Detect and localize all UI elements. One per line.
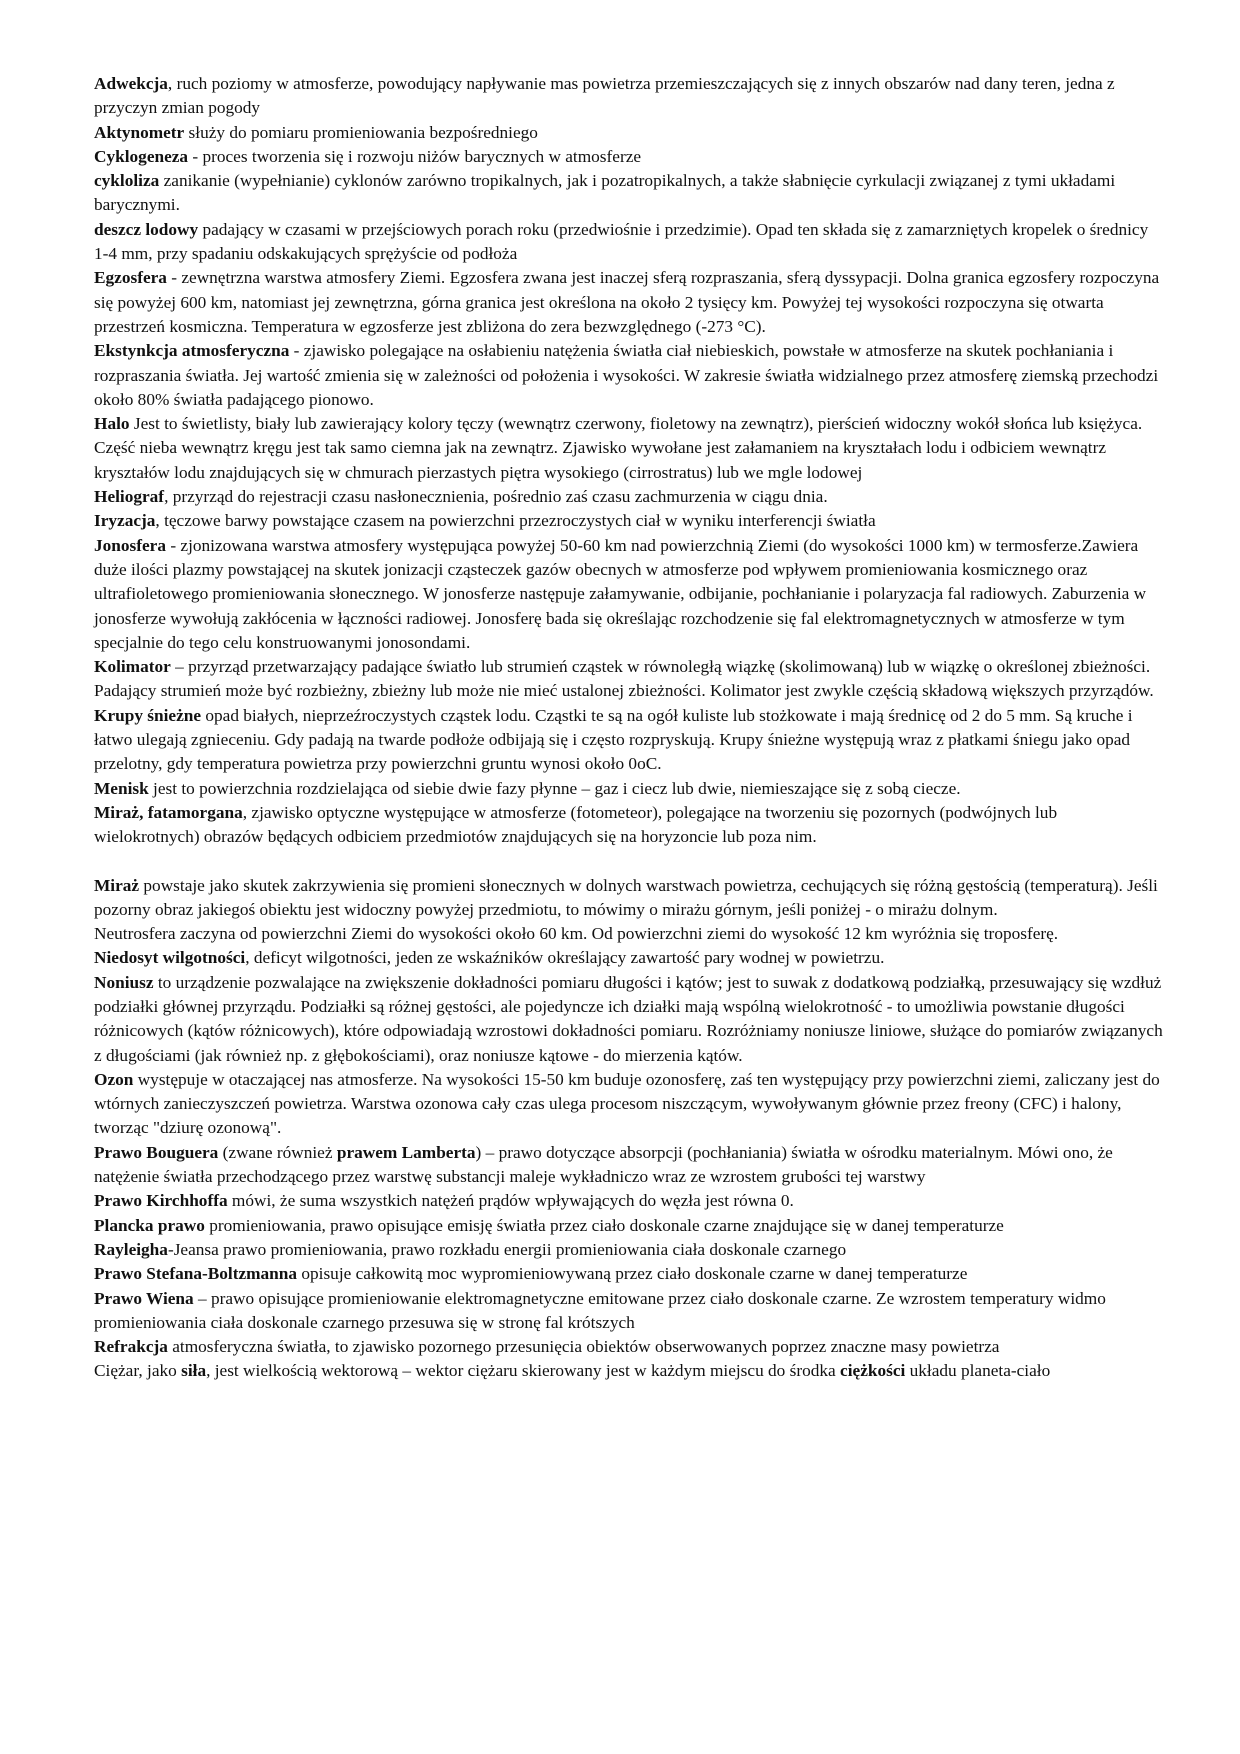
term-tertiary: ciężkości: [840, 1361, 906, 1381]
definition: , tęczowe barwy powstające czasem na powierzchni przezroczystych ciał w wyniku interferencji światła: [155, 511, 876, 531]
definition: atmosferyczna światła, to zjawisko pozornego przesunięcia obiektów obserwowanych poprzez znaczne masy powietrza: [167, 1337, 1000, 1357]
term: Miraż, fatamorgana: [94, 802, 243, 822]
definition: opad białych, nieprzeźroczystych cząstek lodu. Cząstki te są na ogół kuliste lub stożkowate i mają średnicę od 2 do 5 mm. Są kruche i łatwo ulegają zgnieceniu. Gdy padają na twarde podłoże odbijają się i często rozpryskują. Krupy śnieżne występują wraz z płatkami śniegu jako opad przelotny, gdy temperatura powietrza przy powierzchni gruntu wynosi około 0oC.: [94, 705, 1133, 774]
entry-prawo-bouguera: [94, 1141, 1166, 1190]
entry-prawo-plancka: [94, 1214, 1166, 1238]
definition: , przyrząd do rejestracji czasu nasłonecznienia, pośrednio zaś czasu zachmurzenia w ciągu dnia.: [164, 487, 828, 507]
definition: opisuje całkowitą moc wypromieniowywaną przez ciało doskonale czarne w danej temperaturze: [297, 1264, 968, 1284]
term: deszcz lodowy: [94, 219, 199, 239]
entry-jonosfera: [94, 534, 1166, 655]
term: cykloliza: [94, 171, 160, 191]
term: Kolimator: [94, 657, 171, 677]
term: Halo: [94, 414, 130, 434]
term-secondary: prawem Lamberta: [336, 1142, 476, 1162]
term: Adwekcja: [94, 74, 168, 93]
entry-cyklogeneza: [94, 145, 1166, 169]
definition: , deficyt wilgotności, jeden ze wskaźników określający zawartość pary wodnej w powietrzu.: [245, 948, 885, 968]
term: Egzosfera: [94, 268, 167, 288]
entry-miraz: [94, 874, 1166, 923]
term: Plancka prawo: [94, 1215, 205, 1235]
entry-aktynometr: [94, 121, 1166, 145]
definition: (zwane również: [218, 1142, 337, 1162]
entry-prawo-wiena: [94, 1287, 1166, 1336]
definition: , zjawisko optyczne występujące w atmosferze (fotometeor), polegające na tworzeniu się pozornych (podwójnych lub wielokrotnych) obrazów będących odbiciem przedmiotów znajdujących się na horyzoncie lub poza nim.: [94, 802, 1058, 847]
definition: Ciężar, jako: [94, 1361, 182, 1381]
definition: padający w czasami w przejściowych porach roku (przedwiośnie i przedzimie). Opad ten składa się z zamarzniętych kropelek o średnicy 1-4 mm, przy spadaniu odskakujących sprężyście od podłoża: [94, 219, 1149, 264]
entry-niedosyt-wilgotnosci: [94, 946, 1166, 970]
term: Prawo Bouguera: [94, 1142, 219, 1162]
term: Heliograf: [94, 487, 165, 507]
entry-stefana-boltzmanna: [94, 1262, 1166, 1286]
entry-egzosfera: [94, 266, 1166, 339]
definition: , ruch poziomy w atmosferze, powodujący napływanie mas powietrza przemieszczających się z innych obszarów nad dany teren, jedna z przyczyn zmian pogody: [94, 74, 1115, 118]
paragraph-gap: [94, 850, 1166, 874]
definition: – prawo opisujące promieniowanie elektromagnetyczne emitowane przez ciało doskonale czarne. Ze wzrostem temperatury widmo promieniowania ciała doskonale czarnego przesuwa się w stronę fal krótszych: [94, 1288, 1106, 1332]
definition-end: układu planeta-ciało: [905, 1361, 1051, 1381]
entry-heliograf: [94, 485, 1166, 509]
entry-ciezar: [94, 1359, 1166, 1383]
term: Aktynometr: [94, 122, 185, 142]
definition: służy do pomiaru promieniowania bezpośredniego: [184, 122, 538, 142]
term: Miraż: [94, 875, 140, 895]
term: Ekstynkcja atmosferyczna: [94, 341, 290, 361]
term: Rayleigha: [94, 1239, 168, 1259]
definition-continued: , jest wielkością wektorową – wektor ciężaru skierowany jest w każdym miejscu do środka: [206, 1361, 841, 1381]
definition: zanikanie (wypełnianie) cyklonów zarówno tropikalnych, jak i pozatropikalnych, a także słabnięcie cyrkulacji związanej z tymi układami barycznymi.: [94, 171, 1116, 215]
entry-deszcz-lodowy: [94, 218, 1166, 267]
definition: promieniowania, prawo opisujące emisję światła przez ciało doskonale czarne znajdujące się w danej temperaturze: [204, 1215, 1004, 1235]
term: Niedosyt wilgotności: [94, 948, 246, 968]
entry-miraz-fatamorgana: [94, 801, 1166, 850]
term-secondary: siła: [181, 1361, 207, 1381]
definition: powstaje jako skutek zakrzywienia się promieni słonecznych w dolnych warstwach powietrza, cechujących się różną gęstością (temperaturą). Jeśli pozorny obraz jakiegoś obiektu jest widoczny powyżej przedmiotu, to mówimy o mirażu górnym, jeśli poniżej - o mirażu dolnym.: [94, 875, 1158, 919]
definition: - zjawisko polegające na osłabieniu natężenia światła ciał niebieskich, powstałe w atmosferze na skutek pochłaniania i rozpraszania światła. Jej wartość zmienia się w zależności od położenia i wysokości. W zakresie światła widzialnego przez atmosferę ziemską przechodzi około 80% światła padającego pionowo.: [94, 341, 1159, 409]
definition: -Jeansa prawo promieniowania, prawo rozkładu energii promieniowania ciała doskonale czarnego: [167, 1239, 847, 1259]
entry-cykloliza: [94, 169, 1166, 218]
term: Menisk: [94, 778, 149, 798]
entry-adwekcja: [94, 72, 1166, 121]
definition: jest to powierzchnia rozdzielająca od siebie dwie fazy płynne – gaz i ciecz lub dwie, niemieszające się z sobą ciecze.: [148, 778, 961, 798]
definition: Jest to świetlisty, biały lub zawierający kolory tęczy (wewnątrz czerwony, fioletowy na zewnątrz), pierścień widoczny wokół słońca lub księżyca. Część nieba wewnątrz kręgu jest tak samo ciemna jak na zewnątrz. Zjawisko wywołane jest załamaniem na kryształach lodu i odbiciem wewnątrz kryształów lodu znajdujących się w chmurach pierzastych piętra wysokiego (cirrostratus) lub we mgle lodowej: [94, 414, 1143, 482]
entry-krupy-sniezne: [94, 704, 1166, 777]
entry-menisk: [94, 777, 1166, 801]
term: Noniusz: [94, 972, 154, 992]
term: Prawo Kirchhoffa: [94, 1191, 228, 1211]
term: Prawo Stefana-Boltzmanna: [94, 1264, 298, 1284]
document-page: [94, 72, 1166, 1384]
definition: to urządzenie pozwalające na zwiększenie dokładności pomiaru długości i kątów; jest to suwak z dodatkową podziałką, przesuwający się wzdłuż podziałki głównej przyrządu. Podziałki są różnej gęstości, ale pojedyncze ich działki mają wspólną wielokrotność - to umożliwia powstanie długości różnicowych (kątów różnicowych), które odpowiadają wzrostowi dokładności pomiaru. Rozróżniamy noniusze liniowe, służące do pomiarów związanych z długościami (jak również np. z głębokościami), oraz noniusze kątowe - do mierzenia kątów.: [94, 972, 1163, 1065]
definition: - zewnętrzna warstwa atmosfery Ziemi. Egzosfera zwana jest inaczej sferą rozpraszania, sferą dyssypacji. Dolna granica egzosfery rozpoczyna się powyżej 600 km, natomiast jej zewnętrzna, górna granica jest określona na około 2 tysięcy km. Powyżej tej wysokości rozpoczyna się otwarta przestrzeń kosmiczna. Temperatura w egzosferze jest zbliżona do zera bezwzględnego (-273 °C).: [94, 268, 1160, 336]
entry-rayleigha-jeansa: [94, 1238, 1166, 1262]
definition: występuje w otaczającej nas atmosferze. Na wysokości 15-50 km buduje ozonosferę, zaś ten występujący przy powierzchni ziemi, zaliczany jest do wtórnych zanieczyszczeń powietrza. Warstwa ozonowa cały czas ulega procesom niszczącym, wywoływanym głównie przez freony (CFC) i halony, tworząc "dziurę ozonową".: [94, 1069, 1160, 1138]
definition: - zjonizowana warstwa atmosfery występująca powyżej 50-60 km nad powierzchnią Ziemi (do wysokości 1000 km) w termosferze.Zawiera duże ilości plazmy powstającej na skutek jonizacji cząsteczek gazów obecnych w atmosferze pod wpływem promieniowania kosmicznego oraz ultrafioletowego promieniowania słonecznego. W jonosferze następuje załamywanie, odbijanie, pochłanianie i polaryzacja fal radiowych. Zaburzenia w jonosferze wywołują zakłócenia w łączności radiowej. Jonosferę bada się określając rozchodzenie się fal elektromagnetycznych w atmosferze w tym specjalnie do tego celu konstruowanymi jonosondami.: [94, 535, 1147, 652]
definition: Neutrosfera zaczyna od powierzchni Ziemi do wysokości około 60 km. Od powierzchni ziemi do wysokość 12 km wyróżnia się troposferę.: [94, 924, 1059, 944]
definition: – przyrząd przetwarzający padające światło lub strumień cząstek w równoległą wiązkę (skolimowaną) lub w wiązkę o określonej zbieżności. Padający strumień może być rozbieżny, zbieżny lub może nie mieć ustalonej zbieżności. Kolimator jest zwykle częścią składową większych przyrządów.: [94, 657, 1154, 701]
definition-continued: ) – prawo dotyczące absorpcji (pochłaniania) światła w ośrodku materialnym. Mówi ono, że natężenie światła przechodzącego przez warstwę substancji maleje wykładniczo wraz ze wzrostem grubości tej warstwy: [94, 1142, 1113, 1187]
term: Iryzacja: [94, 511, 156, 531]
entry-prawo-kirchhoffa: [94, 1189, 1166, 1213]
term: Jonosfera: [94, 535, 166, 555]
entry-refrakcja: [94, 1335, 1166, 1359]
entry-iryzacja: [94, 509, 1166, 533]
term: Refrakcja: [94, 1337, 168, 1357]
entry-ozon: [94, 1068, 1166, 1141]
term: Cyklogeneza: [94, 146, 189, 166]
term: Krupy śnieżne: [94, 705, 202, 725]
entry-neutrosfera: [94, 922, 1166, 946]
term: Prawo Wiena: [94, 1288, 194, 1308]
term: Ozon: [94, 1069, 134, 1089]
entry-ekstynkcja: [94, 339, 1166, 412]
entry-kolimator: [94, 655, 1166, 704]
entry-halo: [94, 412, 1166, 485]
definition: mówi, że suma wszystkich natężeń prądów wpływających do węzła jest równa 0.: [227, 1191, 794, 1211]
definition: - proces tworzenia się i rozwoju niżów barycznych w atmosferze: [188, 146, 642, 166]
entry-noniusz: [94, 971, 1166, 1068]
